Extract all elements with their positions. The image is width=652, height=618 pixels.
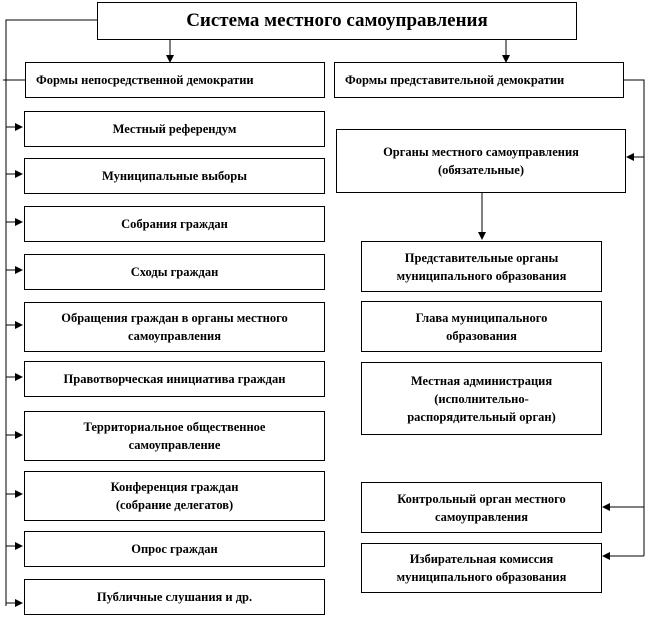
left-item: Муниципальные выборы: [24, 158, 325, 194]
right-sub-item: Представительные органы муниципального образования: [361, 241, 602, 292]
left-item: Правотворческая инициатива граждан: [24, 361, 325, 397]
left-item: Конференция граждан (собрание делегатов): [24, 471, 325, 521]
left-item: Публичные слушания и др.: [24, 579, 325, 615]
left-item: Обращения граждан в органы местного самоуправления: [24, 302, 325, 352]
right-sub-item: Глава муниципального образования: [361, 301, 602, 352]
diagram-title: Система местного самоуправления: [97, 2, 577, 40]
left-item: Сходы граждан: [24, 254, 325, 290]
right-other-item: Контрольный орган местного самоуправления: [361, 482, 602, 533]
left-item: Территориальное общественное самоуправление: [24, 411, 325, 461]
left-item: Опрос граждан: [24, 531, 325, 567]
left-header: Формы непосредственной демократии: [25, 62, 325, 98]
right-other-item: Избирательная комиссия муниципального образования: [361, 543, 602, 593]
right-sub-item: Местная администрация (исполнительно- распорядительный орган): [361, 362, 602, 435]
left-item: Местный референдум: [24, 111, 325, 147]
left-item: Собрания граждан: [24, 206, 325, 242]
right-header: Формы представительной демократии: [334, 62, 624, 98]
mandatory-organs-box: Органы местного самоуправления (обязательные): [336, 129, 626, 193]
